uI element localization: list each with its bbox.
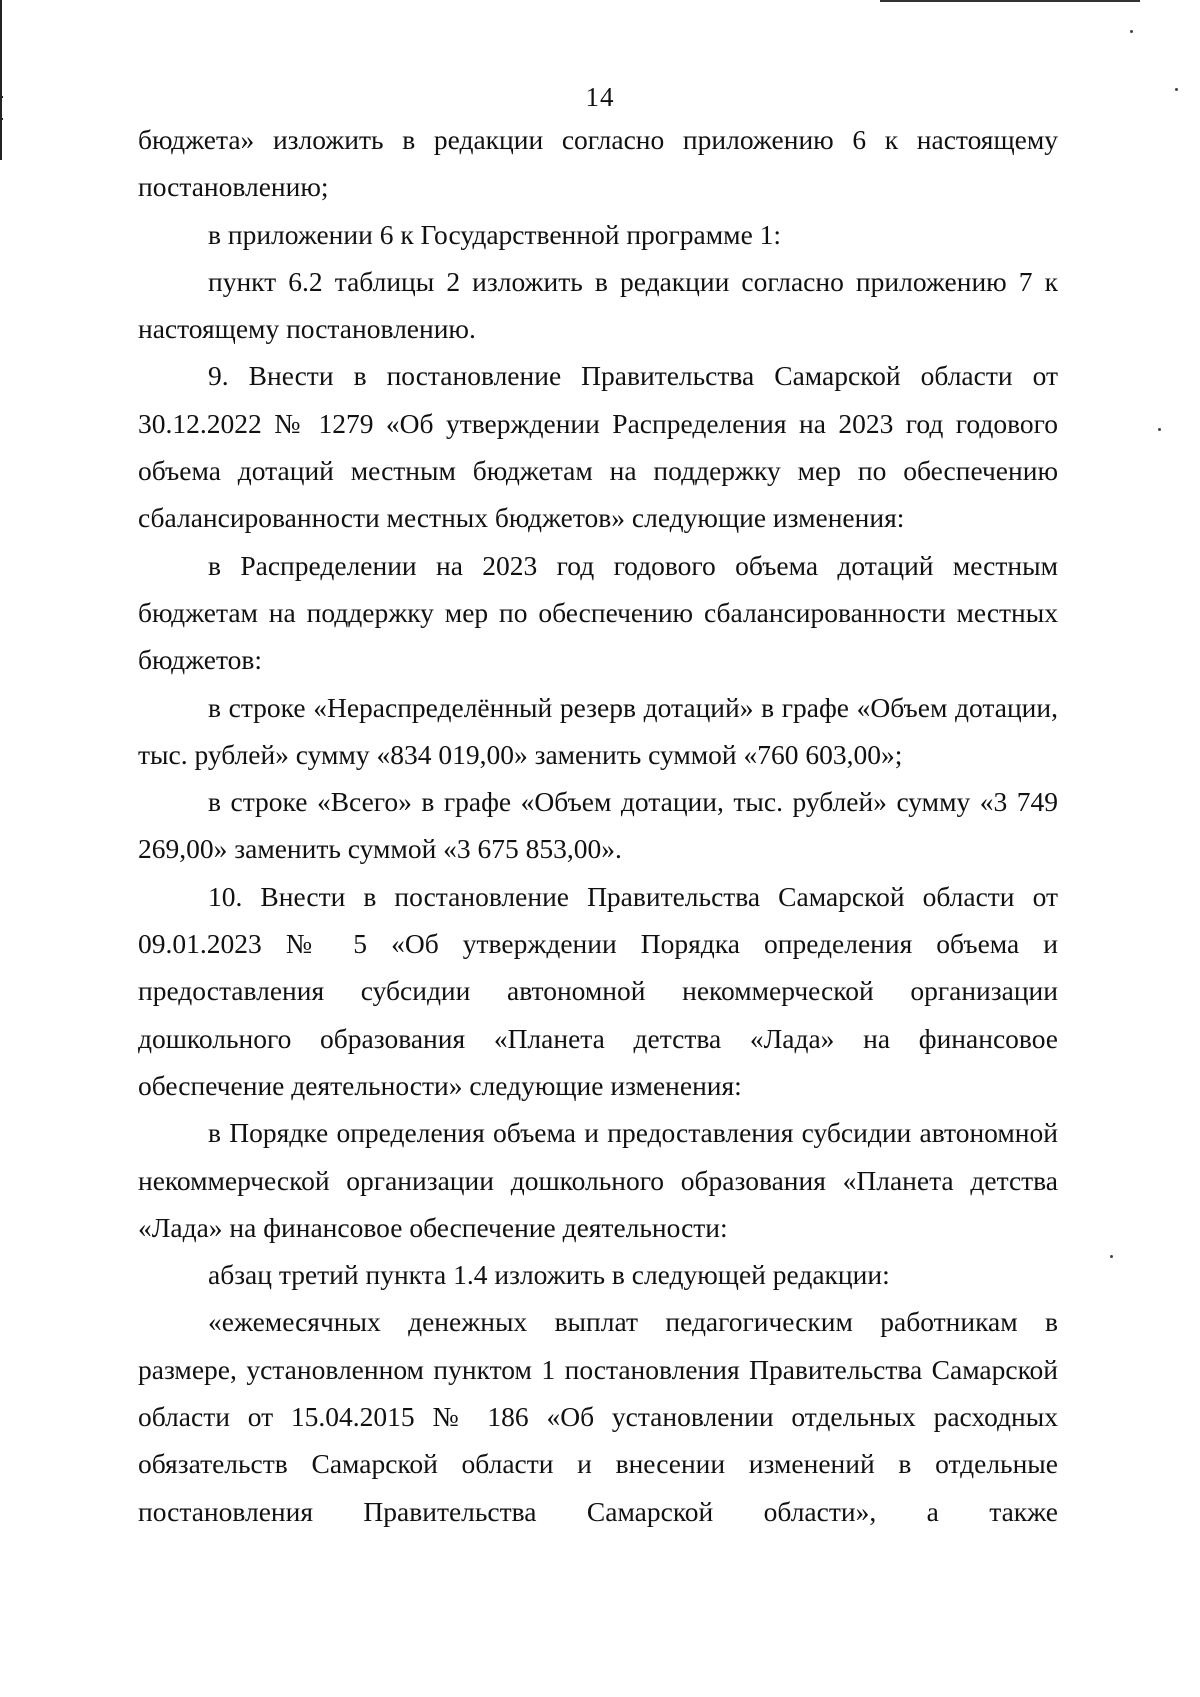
scan-dust — [1110, 1255, 1113, 1258]
paragraph-total-row: в строке «Всего» в графе «Объем дотации, тыс. рублей» сумму «3 749 269,00» заменить суммой «3 675 853,00». — [138, 786, 1058, 865]
paragraph-item-6-2: пункт 6.2 таблицы 2 изложить в редакции согласно приложению 7 к настоящему постановлению. — [138, 265, 1058, 345]
paragraph-appendix-6: в приложении 6 к Государственной программе 1: — [208, 218, 782, 250]
paragraph-distribution: в Распределении на 2023 год годового объема дотаций местным бюджетам на поддержку мер по обеспечению сбалансированности местных бюджетов: — [138, 549, 1058, 676]
paragraph-quoted-text: «ежемесячных денежных выплат педагогическим работникам в размере, установленном пунктом 1 постановления Правительства Самарской области от 15.04.2015 № 186 «Об установлении отдельных расходных обязательств Самарской области и внесении изменений в отдельные постановления Правительства Самарской области», а также — [138, 1306, 1058, 1527]
page-number: 14 — [585, 82, 615, 112]
scan-edge-left — [0, 0, 2, 160]
paragraph-reserve-row: в строке «Нераспределённый резерв дотаций» в графе «Объем дотации, тыс. рублей» сумму «834 019,00» заменить суммой «760 603,00»; — [138, 691, 1058, 770]
paragraph-procedure: в Порядке определения объема и предоставления субсидии автономной некоммерческой организации дошкольного образования «Планета детства «Лада» на финансовое обеспечение деятельности: — [138, 1117, 1058, 1243]
paragraph-clause-10: 10. Внести в постановление Правительства Самарской области от 09.01.2023 № 5 «Об утверждении Порядка определения объема и предоставления субсидии автономной некоммерческой организации дошкольного образования «Планета детства «Лада» на финансовое обеспечение деятельности» следующие изменения: — [138, 880, 1058, 1101]
paragraph-clause-9: 9. Внести в постановление Правительства Самарской области от 30.12.2022 № 1279 «Об утверждении Распределения на 2023 год годового объема дотаций местным бюджетам на поддержку мер по обеспечению сбалансированности местных бюджетов» следующие изменения: — [138, 360, 1058, 534]
paragraph-item-1-4: абзац третий пункта 1.4 изложить в следующей редакции: — [208, 1259, 890, 1291]
scan-mark — [0, 118, 3, 120]
scan-dust — [1158, 428, 1161, 431]
scan-edge-top — [880, 0, 1140, 2]
paragraph-budget-continuation: бюджета» изложить в редакции согласно приложению 6 к настоящему постановлению; — [138, 124, 1058, 203]
scan-dust — [1130, 30, 1133, 33]
document-body — [138, 116, 1058, 1535]
